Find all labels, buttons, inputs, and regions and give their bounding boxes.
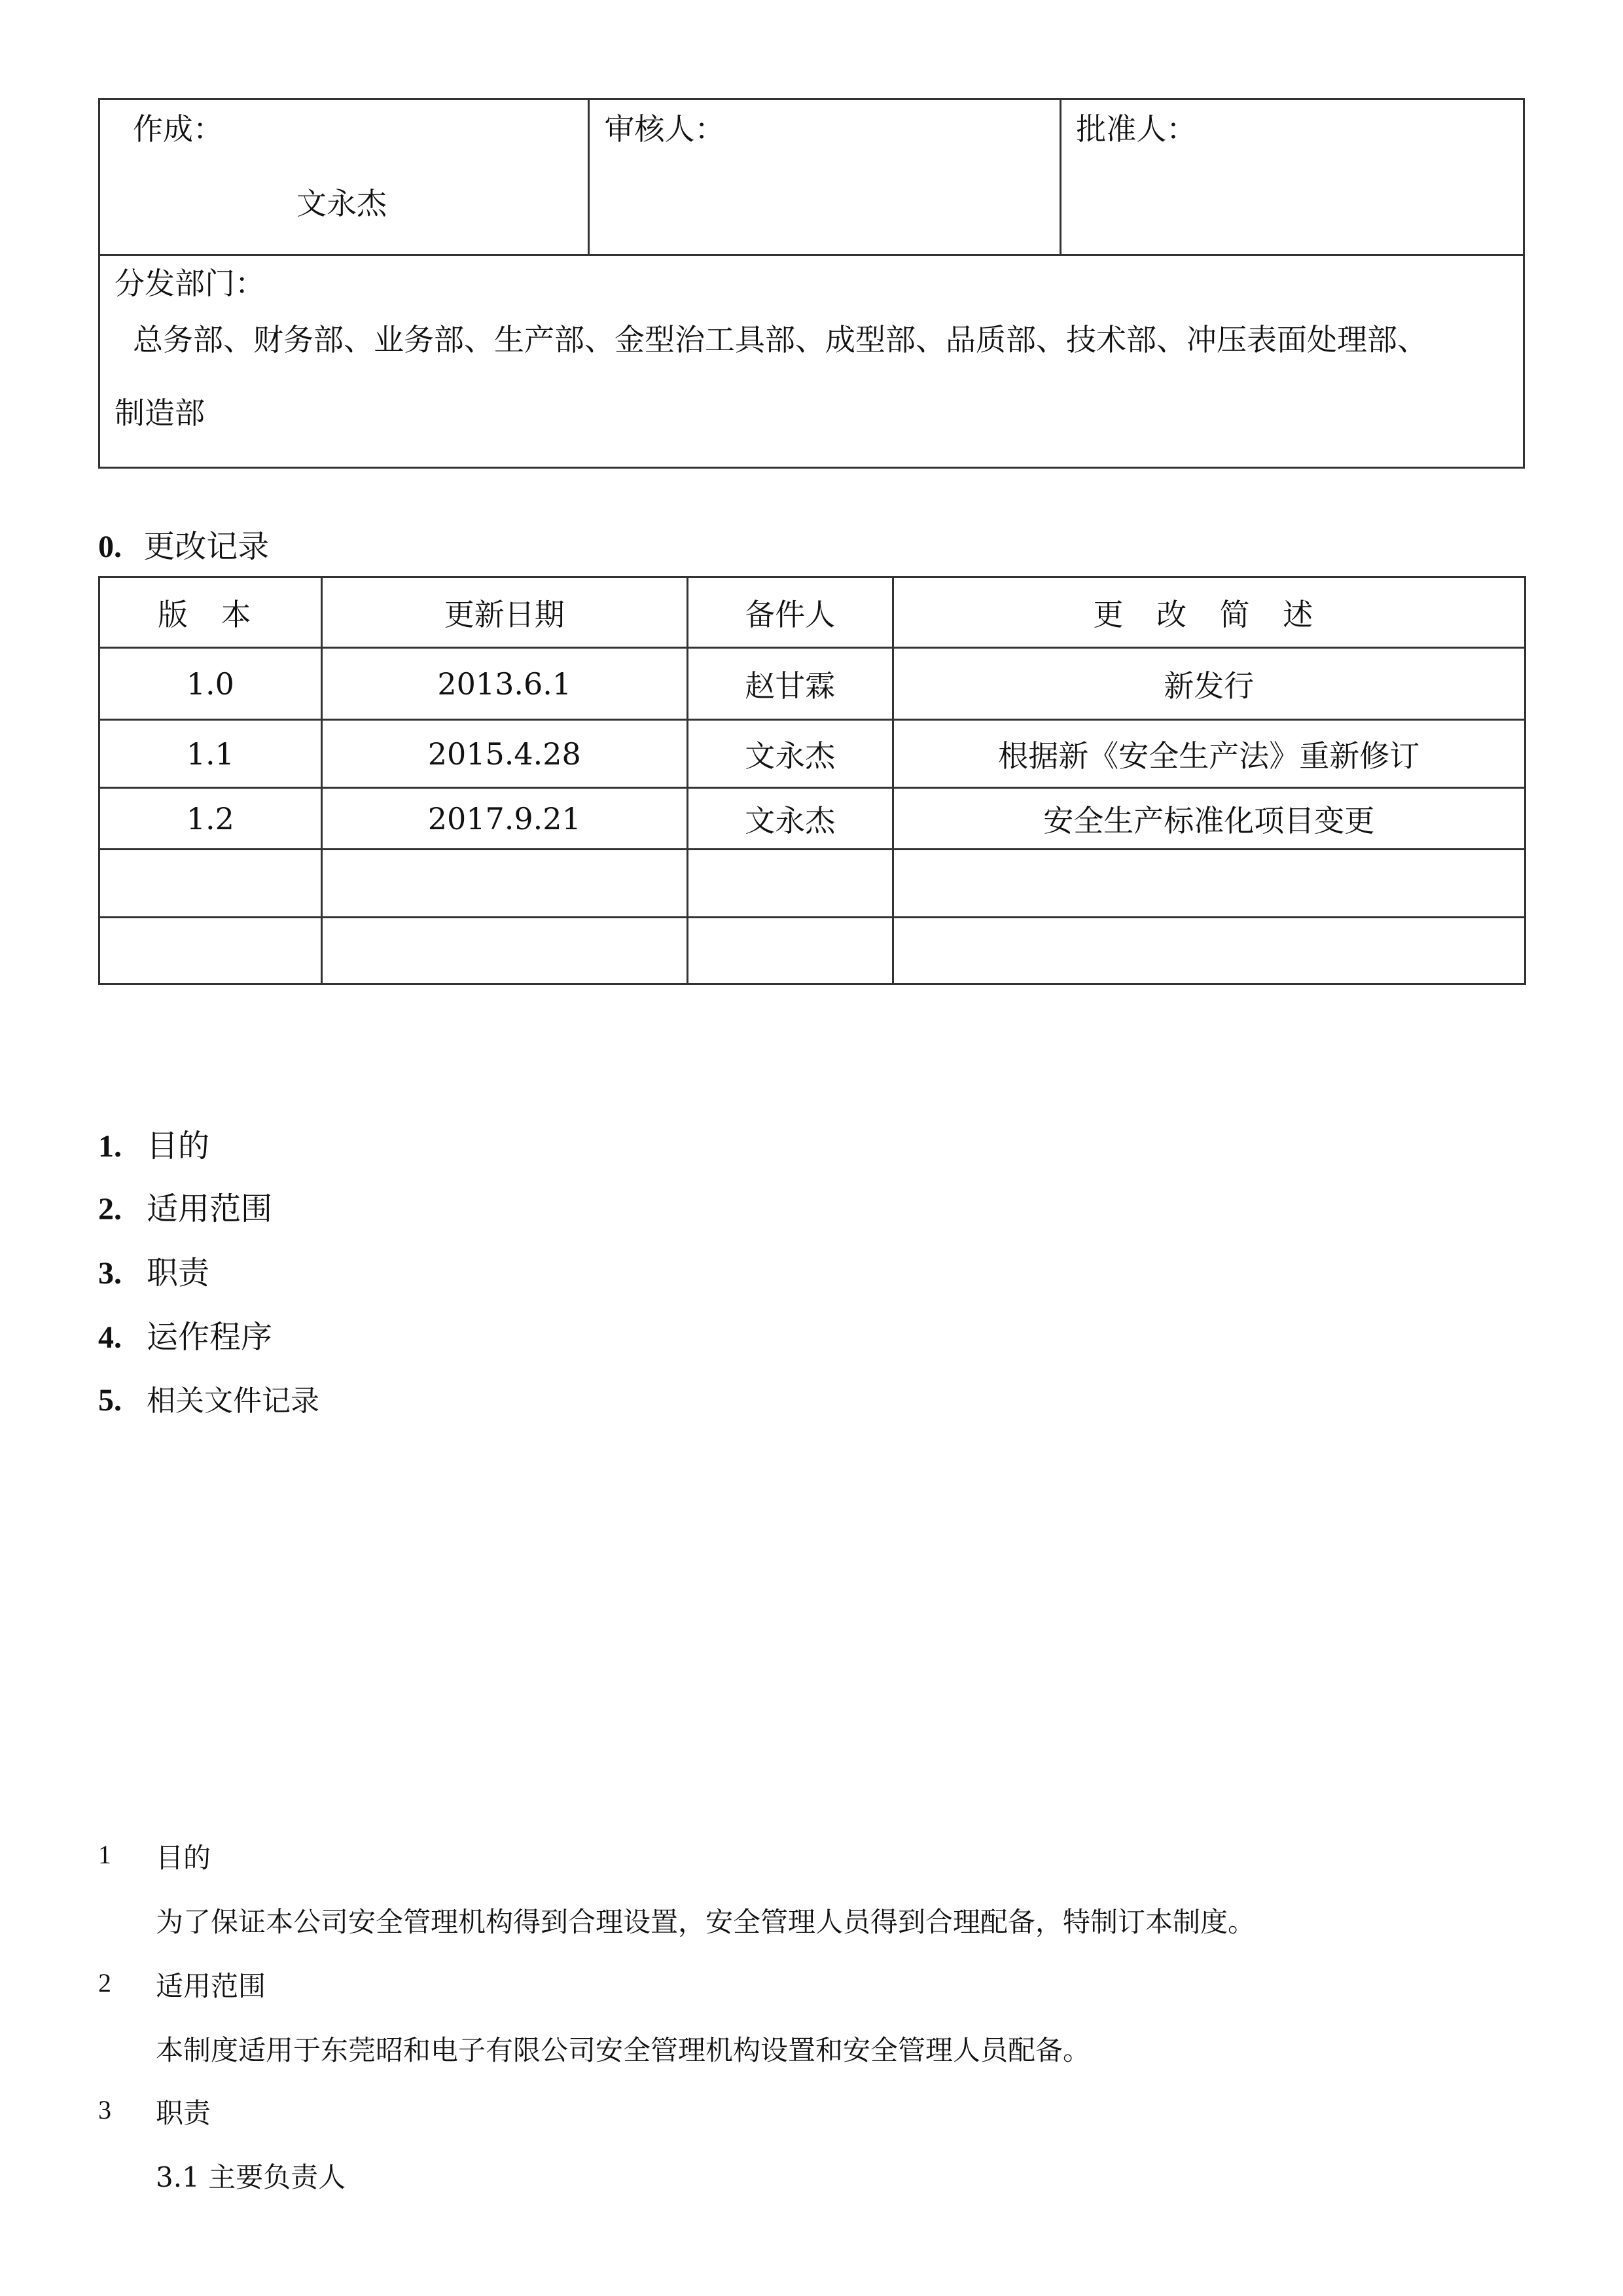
outline-item-procedure: 4. 运作程序 xyxy=(98,1319,273,1355)
section-3-1-heading: 3.1 主要负责人 xyxy=(156,2161,346,2193)
author-name: 文永杰 xyxy=(296,186,387,221)
cell-summary: 安全生产标准化项目变更 xyxy=(893,788,1525,850)
author-cell xyxy=(99,99,589,255)
section-2-title: 适用范围 xyxy=(156,1970,266,2002)
distribution-cell xyxy=(99,255,1524,468)
cell-version: 1.2 xyxy=(99,788,322,850)
approver-label: 批准人： xyxy=(1076,111,1197,147)
cell-date: 2015.4.28 xyxy=(321,720,687,788)
section-2-number: 2 xyxy=(98,1968,111,1998)
outline-item-purpose: 1. 目的 xyxy=(98,1128,210,1164)
table-row xyxy=(99,788,1525,850)
revision-heading-number: 0. xyxy=(98,529,122,564)
distribution-line-2: 制造部 xyxy=(115,395,205,431)
cell-editor xyxy=(687,918,893,984)
cell-version: 1.1 xyxy=(99,720,322,788)
outline-item-scope: 2. 适用范围 xyxy=(98,1191,273,1227)
section-3-number: 3 xyxy=(98,2095,111,2125)
cell-editor xyxy=(687,850,893,918)
cell-editor: 文永杰 xyxy=(687,788,893,850)
table-row xyxy=(99,850,1525,918)
header-update-date: 更新日期 xyxy=(321,577,687,648)
header-change-summary: 更 改 简 述 xyxy=(893,577,1525,648)
reviewer-label: 审核人： xyxy=(604,111,725,147)
table-header-row xyxy=(99,577,1525,648)
cell-version: 1.0 xyxy=(99,648,322,720)
distribution-label: 分发部门： xyxy=(115,266,265,301)
section-1-title: 目的 xyxy=(156,1842,211,1874)
section-2-text: 本制度适用于东莞昭和电子有限公司安全管理机构设置和安全管理人员配备。 xyxy=(156,2034,1091,2066)
section-1-number: 1 xyxy=(98,1840,111,1869)
distribution-line-1: 总务部、财务部、业务部、生产部、金型治工具部、成型部、品质部、技术部、冲压表面处理部、 xyxy=(133,322,1427,357)
table-row xyxy=(99,720,1525,788)
cell-date: 2017.9.21 xyxy=(321,788,687,850)
cell-summary xyxy=(893,918,1525,984)
table-row xyxy=(99,648,1525,720)
cell-editor: 文永杰 xyxy=(687,720,893,788)
outline-item-related-records: 5. 相关文件记录 xyxy=(98,1383,319,1418)
cell-date xyxy=(321,850,687,918)
cell-summary: 新发行 xyxy=(893,648,1525,720)
header-editor: 备件人 xyxy=(687,577,893,648)
cell-version xyxy=(99,850,322,918)
reviewer-cell xyxy=(589,99,1061,255)
cell-editor: 赵甘霖 xyxy=(687,648,893,720)
revision-heading xyxy=(98,521,269,566)
revision-heading-title: 更改记录 xyxy=(143,528,270,565)
section-3-title: 职责 xyxy=(156,2097,211,2129)
outline-item-responsibilities: 3. 职责 xyxy=(98,1255,210,1291)
table-row xyxy=(99,918,1525,984)
cell-version xyxy=(99,918,322,984)
header-version: 版 本 xyxy=(99,577,322,648)
section-1-text: 为了保证本公司安全管理机构得到合理设置，安全管理人员得到合理配备，特制订本制度。 xyxy=(156,1906,1256,1938)
cell-date xyxy=(321,918,687,984)
author-label: 作成： xyxy=(133,111,223,147)
cell-date: 2013.6.1 xyxy=(321,648,687,720)
cell-summary xyxy=(893,850,1525,918)
approver-cell xyxy=(1061,99,1524,255)
signoff-table xyxy=(98,98,1525,469)
revision-table xyxy=(98,576,1526,985)
cell-summary: 根据新《安全生产法》重新修订 xyxy=(893,720,1525,788)
